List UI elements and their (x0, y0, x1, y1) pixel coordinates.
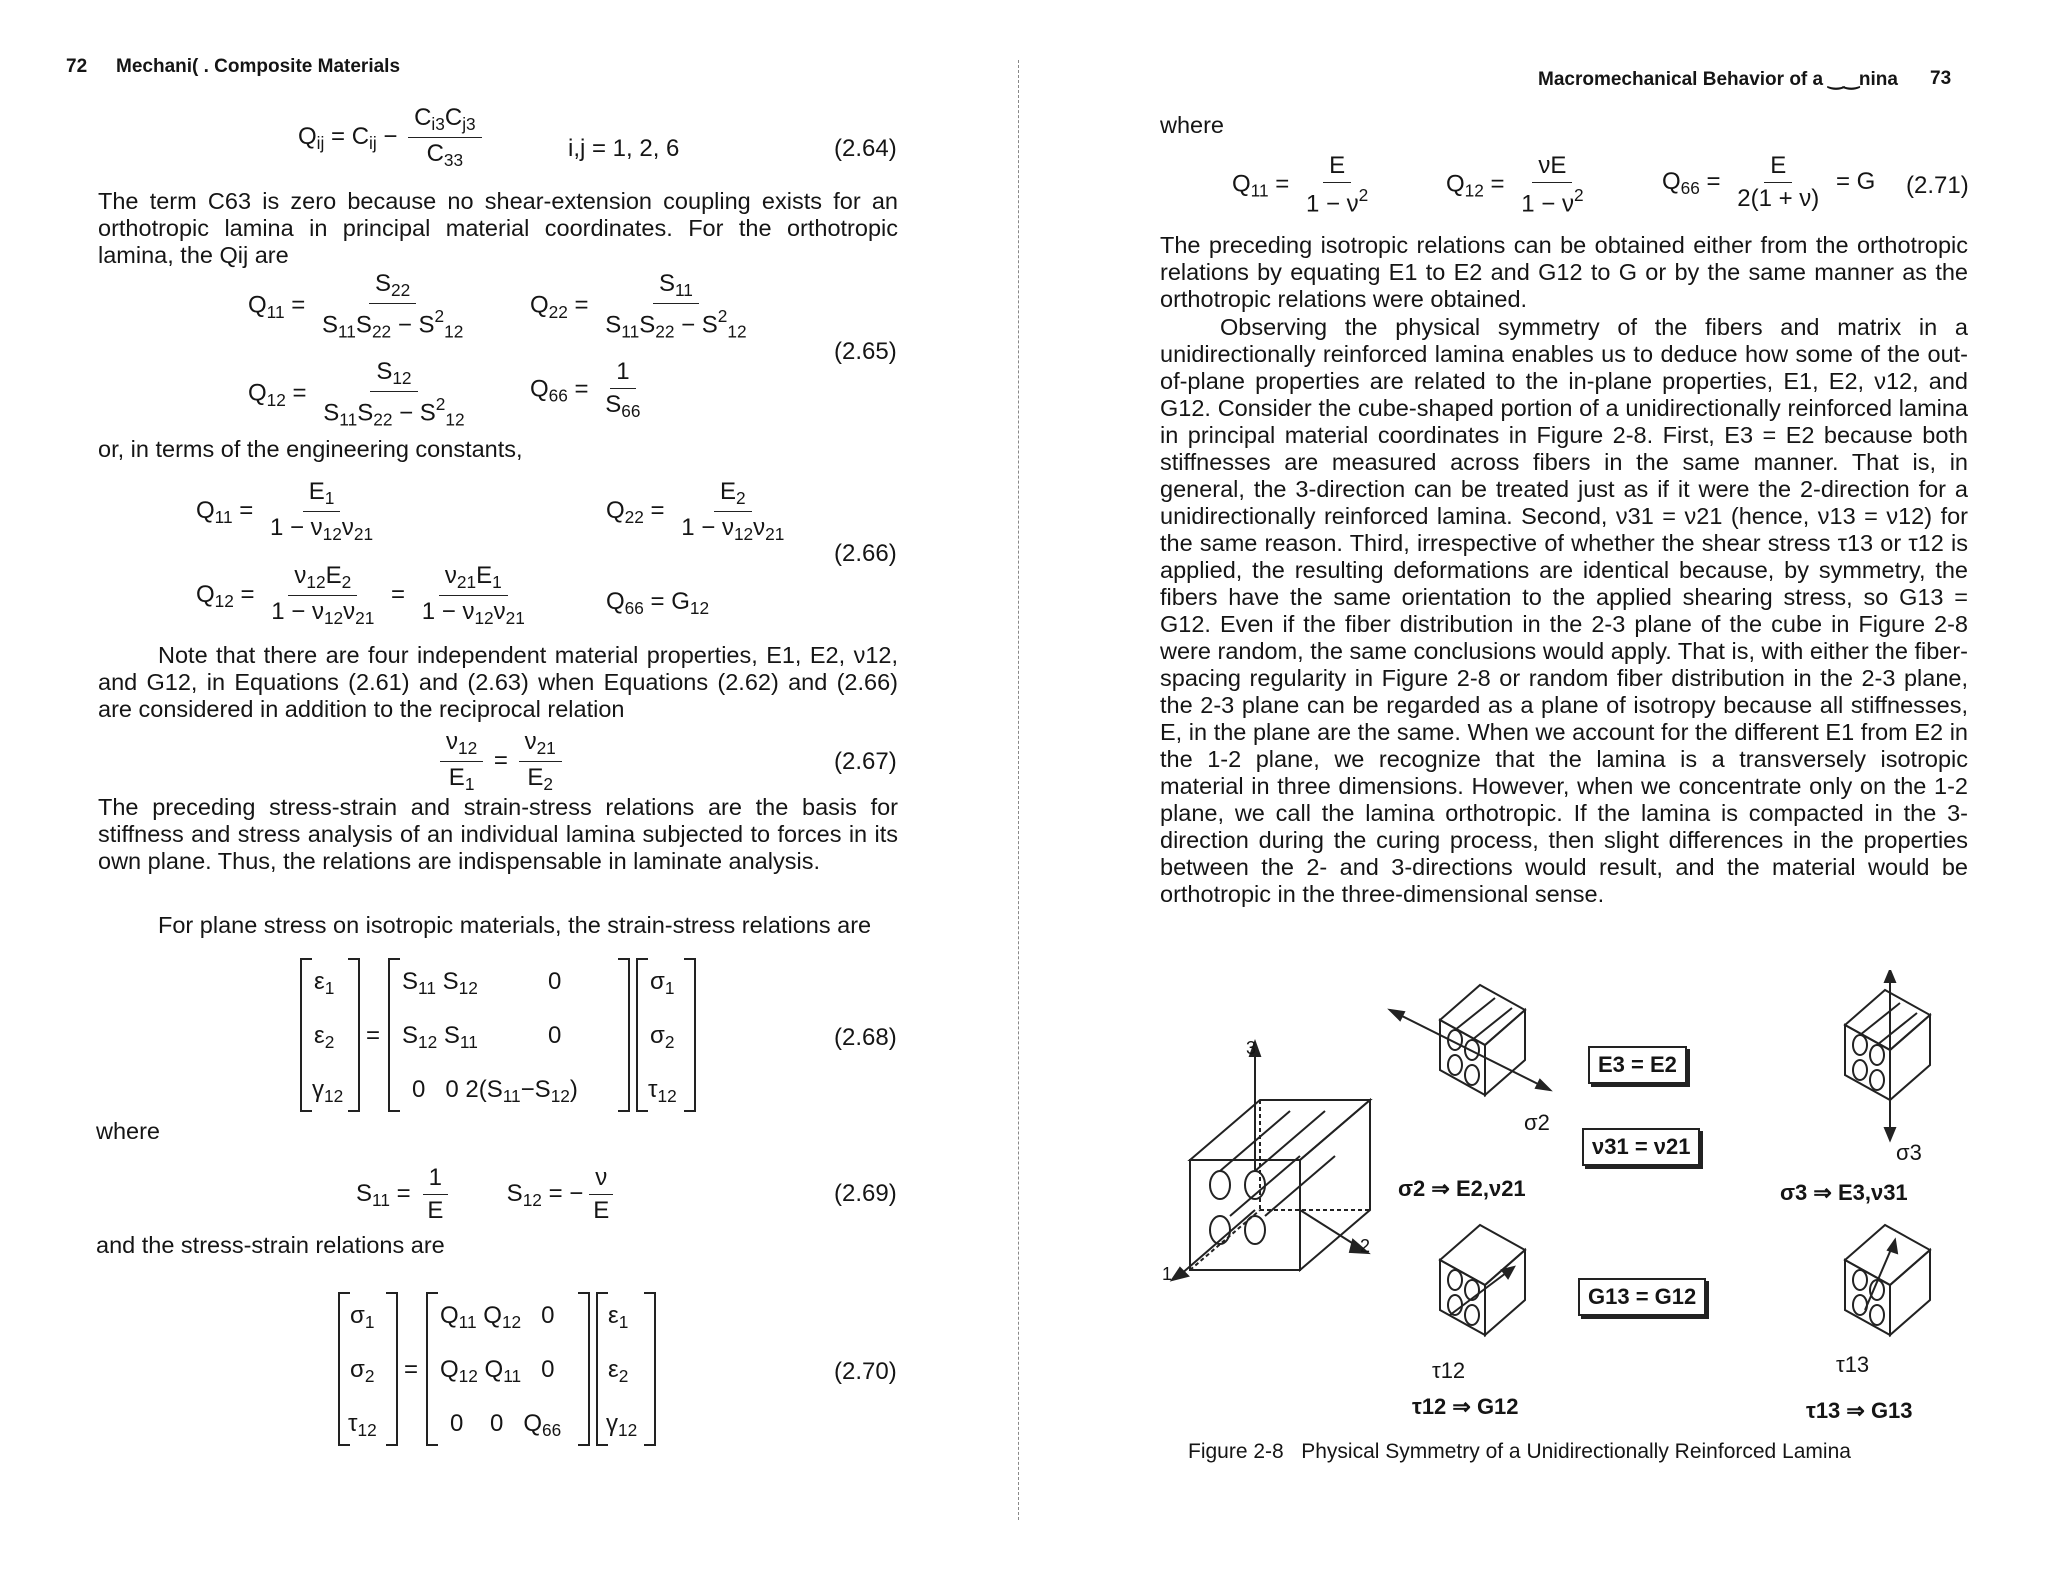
equation-2-65-q22: $Q_{22}$ = $\frac{S_{11}}{S_{11}S_{22} - S^2_{12}}$ (530, 270, 747, 342)
label-sigma2-e2-nu21: σ2 ⇒ E2,ν21 (1398, 1176, 1526, 1201)
tau13-arrow-label: τ13 (1836, 1352, 1870, 1377)
cube-tau13 (1845, 1225, 1930, 1335)
sigma3-arrow-label: σ3 (1896, 1140, 1922, 1165)
right-page-number: 73 (1930, 68, 1952, 89)
left-text-3: Note that there are four independent material properties, E1, E2, ν12, and G12, in Equations (2.61) and (2.63) when Equations (2.62) and (2.66) are considered in addition to the reciprocal relation (98, 642, 898, 722)
cube-sigma2 (1390, 985, 1550, 1095)
right-where: where (1160, 112, 1225, 138)
right-paragraph-2: Observing the physical symmetry of the fibers and matrix in a unidirectionally reinforced lamina enables us to deduce how some of the out-of-plane properties are related to the in-plane properties, E1, E2, ν12, and G12. Consider the cube-shaped portion of a unidirectionally reinforced lamina in principal material coordinates in Figure 2-8. First, E3 = E2 because both stiffnesses are measured across fibers in the same manner. That is, in general, the 3-direction can be treated just as if it were the 2-direction for a unidirectionally reinforced lamina. Second, ν31 = ν21 (hence, ν13 = ν12) for the same reason. Third, irrespective of whether the shear stress τ13 or τ12 is applied, the resulting deformations are identical because, by symmetry, the fibers have the same orientation to the applied shearing stress, so G13 = G12. Even if the fiber distribution in the 2-3 plane of the cube in Figure 2-8 were random, the same conclusions would apply. That is, with either the fiber-spacing regularity in Figure 2-8 or random fiber distribution in the 2-3 plane, the 2-3 plane can be regarded as a plane of isotropy because all stiffnesses, E, in the plane are the same. When we account for the different E1 from E2 in the 1-2 plane, we recognize that the lamina is a transversely isotropic material in three dimensions. However, when we concentrate only on the 1-2 plane, we call the lamina orthotropic. If the lamina is compacted in the 3-direction during the curing process, then slight differences in the properties between the 2- and 3-directions would result, and the material would be orthotropic in the three-dimensional sense. (1160, 314, 1968, 907)
left-text-5: For plane stress on isotropic materials, the strain-stress relations are (158, 912, 872, 938)
equation-2-66-q12: $Q_{12}$ = $\frac{\nu_{12}E_2}{1 - \nu_{12}\nu_{21}}$ = $\frac{\nu_{21}E_1}{1 - \nu_{12}\nu_{21}}$ (196, 562, 525, 629)
equation-2-68: $\varepsilon_1$ $\varepsilon_2$ $\gamma_{12}$ = $S_{11}$ $S_{12}$ 0 $S_{12}$ $S_{11}$ 0 0 0 $2(S_{11}-S_{12})$ $\sigma_1$ $\sigma_2$ $\tau_{12}$ (300, 958, 720, 1118)
equation-2-65-q12: $Q_{12}$ = $\frac{S_{12}}{S_{11}S_{22} - S^2_{12}}$ (248, 358, 465, 430)
equation-2-67: $\frac{\nu_{12}}{E_1}$ = $\frac{\nu_{21}}{E_2}$ (436, 728, 566, 795)
page-gutter (1018, 60, 1019, 1520)
equation-2-71-q12: $Q_{12}$ = $\frac{\nu E}{1 - \nu^2}$ (1446, 152, 1584, 218)
eq-number-2-69: (2.69) (834, 1180, 897, 1207)
left-text-2: or, in terms of the engineering constants, (98, 436, 523, 462)
equation-2-71-q11: $Q_{11}$ = $\frac{E}{1 - \nu^2}$ (1232, 152, 1369, 218)
axis-label-2: 2 (1360, 1236, 1371, 1256)
tau12-arrow-label: τ12 (1432, 1358, 1466, 1383)
left-running-head: Mechani( . Composite Materials (116, 56, 401, 77)
axis-label-3: 3 (1246, 1038, 1257, 1058)
left-text-1: The term C63 is zero because no shear-extension coupling exists for an orthotropic lamina in principal material coordinates. For the orthotropic lamina, the Qij are (98, 188, 898, 268)
right-running-head: Macromechanical Behavior of a ‿‿nina (1538, 69, 1898, 90)
left-text-4: The preceding stress-strain and strain-stress relations are the basis for stiffness and stress analysis of an individual lamina subjected to forces in its own plane. Thus, the relations are indispensable in laminate analysis. (98, 794, 898, 874)
box-e3-equals-e2: E3 = E2 (1588, 1046, 1687, 1084)
eq-number-2-70: (2.70) (834, 1358, 897, 1385)
label-tau13-g13: τ13 ⇒ G13 (1806, 1398, 1913, 1423)
label-tau12-g12: τ12 ⇒ G12 (1412, 1394, 1519, 1419)
box-g13-equals-g12: G13 = G12 (1578, 1278, 1706, 1316)
cube-sigma3 (1845, 970, 1930, 1140)
left-page-number: 72 (66, 56, 88, 77)
eq-number-2-65: (2.65) (834, 338, 897, 365)
right-paragraph-1: The preceding isotropic relations can be obtained either from the orthotropic relations by equating E1 to E2 and G12 to G or by the same manner as the orthotropic relations were obtained. (1160, 232, 1968, 312)
cube-tau12 (1440, 1225, 1525, 1335)
equation-2-66-q22: $Q_{22}$ = $\frac{E_2}{1 - \nu_{12}\nu_{21}}$ (606, 478, 785, 545)
eq-number-2-67: (2.67) (834, 748, 897, 775)
equation-2-65-q66: $Q_{66}$ = $\frac{1}{S_{66}}$ (530, 358, 641, 422)
box-nu31-equals-nu21: ν31 = ν21 (1582, 1128, 1700, 1166)
equation-2-66-q66: $Q_{66} = G_{12}$ (606, 588, 710, 619)
eq-number-2-66: (2.66) (834, 540, 897, 567)
sigma2-arrow-label: σ2 (1524, 1110, 1550, 1135)
equation-2-71-q66: $Q_{66}$ = $\frac{E}{2(1 + \nu)}$ = G (1662, 152, 1876, 212)
equation-2-66-q11: $Q_{11}$ = $\frac{E_1}{1 - \nu_{12}\nu_{21}}$ (196, 478, 374, 545)
left-where: where (96, 1118, 161, 1144)
left-text-6: and the stress-strain relations are (96, 1232, 445, 1258)
axis-label-1: 1 (1162, 1264, 1173, 1284)
equation-2-65-q11: $Q_{11}$ = $\frac{S_{22}}{S_{11}S_{22} - S^2_{12}}$ (248, 270, 464, 342)
figure-2-8 (1150, 970, 1970, 1450)
eq-number-2-64: (2.64) (834, 135, 897, 162)
label-sigma3-e3-nu31: σ3 ⇒ E3,ν31 (1780, 1180, 1908, 1205)
equation-2-69: $S_{11}$ = $\frac{1}{E}$ $S_{12}$ = − $\frac{\nu}{E}$ (356, 1164, 619, 1225)
eq-number-2-68: (2.68) (834, 1024, 897, 1051)
equation-2-64: $Q_{ij} = C_{ij}$ − $\frac{C_{i3}C_{j3}}{C_{33}}$ (298, 104, 486, 171)
eq-number-2-71: (2.71) (1906, 172, 1969, 199)
main-cube (1172, 1042, 1370, 1280)
figure-caption: Figure 2-8 Physical Symmetry of a Unidirectionally Reinforced Lamina (1188, 1440, 1851, 1463)
equation-2-70: $\sigma_1$ $\sigma_2$ $\tau_{12}$ = $Q_{11}$ $Q_{12}$ 0 $Q_{12}$ $Q_{11}$ 0 0 0 $Q_{66}$ $\varepsilon_1$ $\varepsilon_2$ $\gamma_{12}$ (338, 1292, 678, 1452)
eq64-range: i,j = 1, 2, 6 (568, 135, 680, 162)
